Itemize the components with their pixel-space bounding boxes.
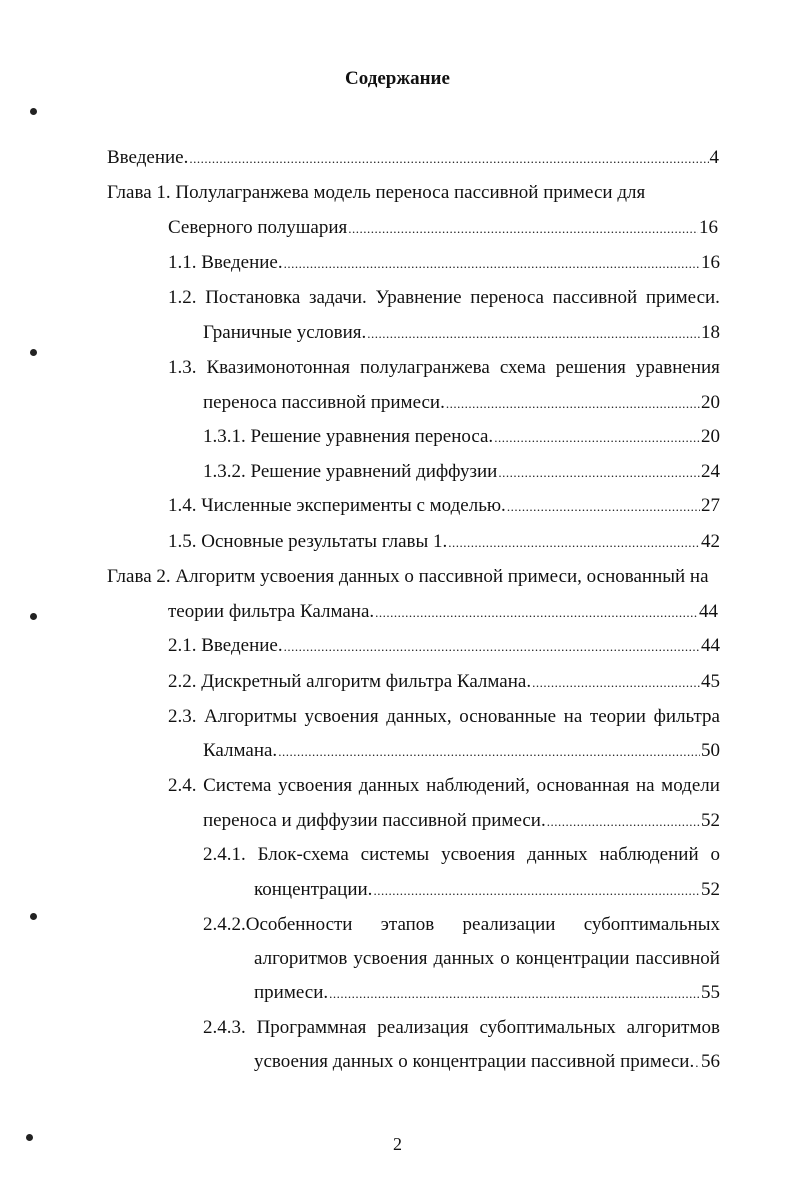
word: схема [499,357,546,378]
word: 2.4. [168,775,197,796]
word: алгоритмов [254,948,348,969]
toc-entry-page: 56 [701,1051,720,1072]
word: данных [358,775,420,796]
word: реализация [377,1017,469,1038]
toc-entry-text: примеси. [254,982,329,1003]
word: Алгоритмы [204,706,297,727]
toc-entry-text: 1.5. Основные результаты главы 1. [168,531,448,552]
toc-entry-text: Глава 2. Алгоритм усвоения данных о пассивной примеси, основанный на [107,566,709,587]
toc-entry-page: 52 [701,810,720,831]
toc-entry-text: 2.2. Дискретный алгоритм фильтра Калмана. [168,671,532,692]
toc-entry-text: теории фильтра Калмана. [168,601,375,622]
word: наблюдений [599,844,699,865]
dot-leader [695,1051,700,1075]
toc-entry-text: Северного полушария [168,217,348,238]
word: усвоения [441,844,516,865]
word: задачи. [309,287,367,308]
dot-leader [375,601,698,625]
toc-entry-2-4-2-line1 [203,913,720,937]
toc-entry-page: 24 [701,461,720,482]
word: Программная [256,1017,367,1038]
toc-entry-text: 1.1. Введение. [168,252,283,273]
toc-entry-1-1 [168,251,720,275]
word: примеси. [645,287,720,308]
toc-entry-1-3-2 [203,460,720,484]
toc-entry-page: 55 [701,982,720,1003]
toc-entry-text: Граничные условия. [203,322,367,343]
toc-entry-chapter2 [168,600,718,624]
word: субоптимальных [583,914,720,935]
page-title: Содержание [345,68,450,89]
toc-entry-2-4-3 [254,1050,720,1074]
toc-entry-page: 52 [701,879,720,900]
word: алгоритмов [626,1017,720,1038]
toc-entry-page: 50 [701,740,720,761]
toc-entry-2-3-line1 [168,705,720,729]
toc-entry-page: 16 [699,217,718,238]
dot-leader [446,392,700,416]
toc-entry-page: 20 [701,392,720,413]
word: 2.4.1. [203,844,246,865]
word: данных, [386,706,452,727]
toc-entry-1-2-line1 [168,286,720,310]
dot-leader [348,217,698,241]
toc-entry-text: 1.3.1. Решение уравнения переноса. [203,426,494,447]
toc-entry-1-5 [168,530,720,554]
binder-mark [30,913,37,920]
dot-leader [507,495,700,519]
toc-entry-2-4-2 [254,981,720,1005]
toc-entry-chapter1 [168,216,718,240]
toc-entry-chapter2-title [107,565,747,589]
word: Уравнение [375,287,462,308]
toc-entry-text: переноса и диффузии пассивной примеси. [203,810,546,831]
word: реализации [462,914,556,935]
word: усвоения [278,775,353,796]
word: 1.2. [168,287,197,308]
dot-leader [278,740,700,764]
word: 2.3. [168,706,197,727]
word: о [500,948,510,969]
word: полулагранжева [359,357,490,378]
toc-entry-page: 42 [701,531,720,552]
word: наблюдений, [426,775,530,796]
word: пассивной [552,287,638,308]
toc-entry-page: 27 [701,495,720,516]
dot-leader [284,635,700,659]
toc-entry-page: 20 [701,426,720,447]
word: усвоения [353,948,428,969]
dot-leader [532,671,700,695]
toc-entry-intro [107,146,719,170]
toc-entry-text: переноса пассивной примеси. [203,392,445,413]
word: 2.4.2.Особенности [203,914,353,935]
word: основанная [536,775,630,796]
toc-entry-page: 16 [701,252,720,273]
toc-entry-page: 18 [701,322,720,343]
dot-leader [373,879,700,903]
binder-mark [30,349,37,356]
word: усвоения [304,706,379,727]
toc-entry-text: 1.4. Численные эксперименты с моделью. [168,495,506,516]
word: переноса [470,287,544,308]
toc-entry-1-2 [203,321,720,345]
word: фильтра [653,706,720,727]
toc-entry-chapter1-title [107,181,727,205]
word: 1.3. [168,357,197,378]
word: модели [661,775,720,796]
word: теории [589,706,646,727]
word: данных [526,844,588,865]
word: на [635,775,655,796]
word: уравнения [635,357,720,378]
dot-leader [448,531,700,555]
toc-entry-2-1 [168,634,720,658]
word: данных [433,948,495,969]
toc-entry-text: Глава 1. Полулагранжева модель переноса пассивной примеси для [107,182,646,203]
toc-entry-2-4-2-line2 [254,947,720,971]
toc-entry-1-3-1 [203,425,720,449]
dot-leader [189,147,708,171]
word: Система [203,775,272,796]
word: о [710,844,720,865]
dot-leader [547,810,700,834]
toc-entry-text: Калмана. [203,740,278,761]
word: концентрации [515,948,630,969]
toc-entry-2-4-3-line1 [203,1016,720,1040]
toc-entry-1-4 [168,494,720,518]
toc-entry-1-3-line1 [168,356,720,380]
binder-mark [30,108,37,115]
toc-entry-page: 44 [699,601,718,622]
word: этапов [380,914,435,935]
toc-entry-2-3 [203,739,720,763]
page-number: 2 [393,1134,402,1154]
toc-entry-text: Введение. [107,147,189,168]
word: 2.4.3. [203,1017,246,1038]
toc-entry-text: 1.3.2. Решение уравнений диффузии [203,461,498,482]
toc-entry-2-4 [203,809,720,833]
word: Блок-схема [257,844,349,865]
dot-leader [494,426,700,450]
word: основанные [459,706,557,727]
toc-entry-2-2 [168,670,720,694]
word: решения [555,357,626,378]
toc-entry-page: 4 [709,147,719,168]
dot-leader [498,461,700,485]
toc-entry-2-4-1 [254,878,720,902]
word: Квазимонотонная [206,357,350,378]
toc-entry-text: 2.1. Введение. [168,635,283,656]
toc-entry-text: концентрации. [254,879,373,900]
toc-entry-text: усвоения данных о концентрации пассивной примеси. [254,1051,695,1072]
word: Постановка [205,287,301,308]
binder-mark [30,613,37,620]
word: субоптимальных [479,1017,616,1038]
dot-leader [367,322,700,346]
toc-entry-1-3 [203,391,720,415]
toc-entry-page: 44 [701,635,720,656]
toc-entry-page: 45 [701,671,720,692]
toc-entry-2-4-line1 [168,774,720,798]
word: системы [360,844,430,865]
word: на [563,706,583,727]
dot-leader [329,982,700,1006]
dot-leader [284,252,700,276]
word: пассивной [635,948,720,969]
toc-entry-2-4-1-line1 [203,843,720,867]
